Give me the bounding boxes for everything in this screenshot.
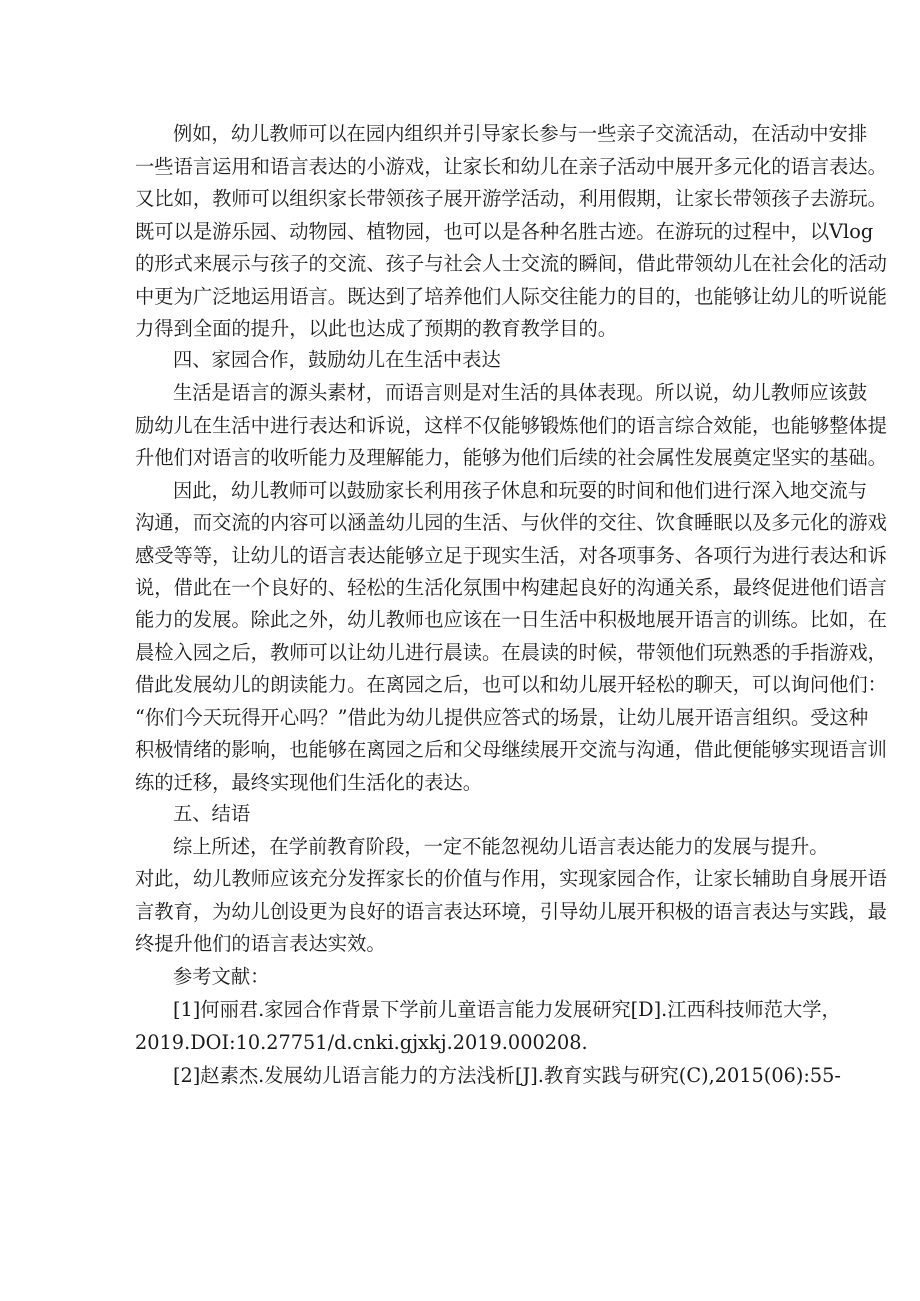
reference-1-line-1: [1]何丽君.家园合作背景下学前儿童语言能力发展研究[D].江西科技师范大学， bbox=[173, 998, 841, 1021]
paragraph-1-line-7: 力得到全面的提升，以此也达成了预期的教育教学目的。 bbox=[135, 317, 618, 340]
paragraph-2-line-2: 励幼儿在生活中进行表达和诉说，这样不仅能够锻炼他们的语言综合效能，也能够整体提 bbox=[135, 414, 887, 437]
paragraph-3-line-7: 借此发展幼儿的朗读能力。在离园之后，也可以和幼儿展开轻松的聊天，可以询问他们： bbox=[135, 673, 887, 696]
references-title: 参考文献： bbox=[173, 965, 270, 988]
paragraph-3-line-2: 沟通，而交流的内容可以涵盖幼儿园的生活、与伙伴的交往、饮食睡眠以及多元化的游戏 bbox=[135, 511, 887, 534]
paragraph-1-line-1: 例如，幼儿教师可以在园内组织并引导家长参与一些亲子交流活动，在活动中安排 bbox=[173, 122, 868, 145]
section-heading-5: 五、结语 bbox=[173, 802, 251, 825]
paragraph-3-line-8: “你们今天玩得开心吗？”借此为幼儿提供应答式的场景，让幼儿展开语言组织。受这种 bbox=[135, 706, 869, 729]
paragraph-3-line-6: 晨检入园之后，教师可以让幼儿进行晨读。在晨读的时候，带领他们玩熟悉的手指游戏， bbox=[135, 641, 887, 664]
paragraph-4-line-1: 综上所述，在学前教育阶段，一定不能忽视幼儿语言表达能力的发展与提升。 bbox=[173, 835, 829, 858]
paragraph-4-line-4: 终提升他们的语言表达实效。 bbox=[135, 932, 386, 955]
reference-1-line-2: 2019.DOI:10.27751/d.cnki.gjxkj.2019.000208. bbox=[135, 1031, 588, 1054]
paragraph-4-line-2: 对此，幼儿教师应该充分发挥家长的价值与作用，实现家园合作，让家长辅助自身展开语 bbox=[135, 867, 887, 890]
paragraph-1-line-6: 中更为广泛地运用语言。既达到了培养他们人际交往能力的目的，也能够让幼儿的听说能 bbox=[135, 285, 887, 308]
paragraph-3-line-4: 说，借此在一个良好的、轻松的生活化氛围中构建起良好的沟通关系，最终促进他们语言 bbox=[135, 576, 887, 599]
paragraph-1-line-3: 又比如，教师可以组织家长带领孩子展开游学活动，利用假期，让家长带领孩子去游玩。 bbox=[135, 187, 887, 210]
paragraph-1-line-5: 的形式来展示与孩子的交流、孩子与社会人士交流的瞬间，借此带领幼儿在社会化的活动 bbox=[135, 252, 887, 275]
section-heading-4: 四、家园合作，鼓励幼儿在生活中表达 bbox=[173, 348, 501, 371]
paragraph-1-line-2: 一些语言运用和语言表达的小游戏，让家长和幼儿在亲子活动中展开多元化的语言表达。 bbox=[135, 155, 887, 178]
paragraph-3-line-1: 因此，幼儿教师可以鼓励家长利用孩子休息和玩耍的时间和他们进行深入地交流与 bbox=[173, 479, 868, 502]
paragraph-3-line-9: 积极情绪的影响，也能够在离园之后和父母继续展开交流与沟通，借此便能够实现语言训 bbox=[135, 738, 887, 761]
paragraph-3-line-10: 练的迁移，最终实现他们生活化的表达。 bbox=[135, 771, 483, 794]
paragraph-1-line-4: 既可以是游乐园、动物园、植物园，也可以是各种名胜古迹。在游玩的过程中，以Vlog bbox=[135, 220, 874, 243]
paragraph-2-line-3: 升他们对语言的收听能力及理解能力，能够为他们后续的社会属性发展奠定坚实的基础。 bbox=[135, 446, 887, 469]
paragraph-3-line-3: 感受等等，让幼儿的语言表达能够立足于现实生活，对各项事务、各项行为进行表达和诉 bbox=[135, 544, 887, 567]
reference-2-line-1: [2]赵素杰.发展幼儿语言能力的方法浅析[J].教育实践与研究(C),2015(06):55- bbox=[173, 1064, 841, 1087]
paragraph-4-line-3: 言教育，为幼儿创设更为良好的语言表达环境，引导幼儿展开积极的语言表达与实践，最 bbox=[135, 900, 887, 923]
paragraph-2-line-1: 生活是语言的源头素材，而语言则是对生活的具体表现。所以说，幼儿教师应该鼓 bbox=[173, 381, 868, 404]
paragraph-3-line-5: 能力的发展。除此之外，幼儿教师也应该在一日生活中积极地展开语言的训练。比如，在 bbox=[135, 608, 887, 631]
